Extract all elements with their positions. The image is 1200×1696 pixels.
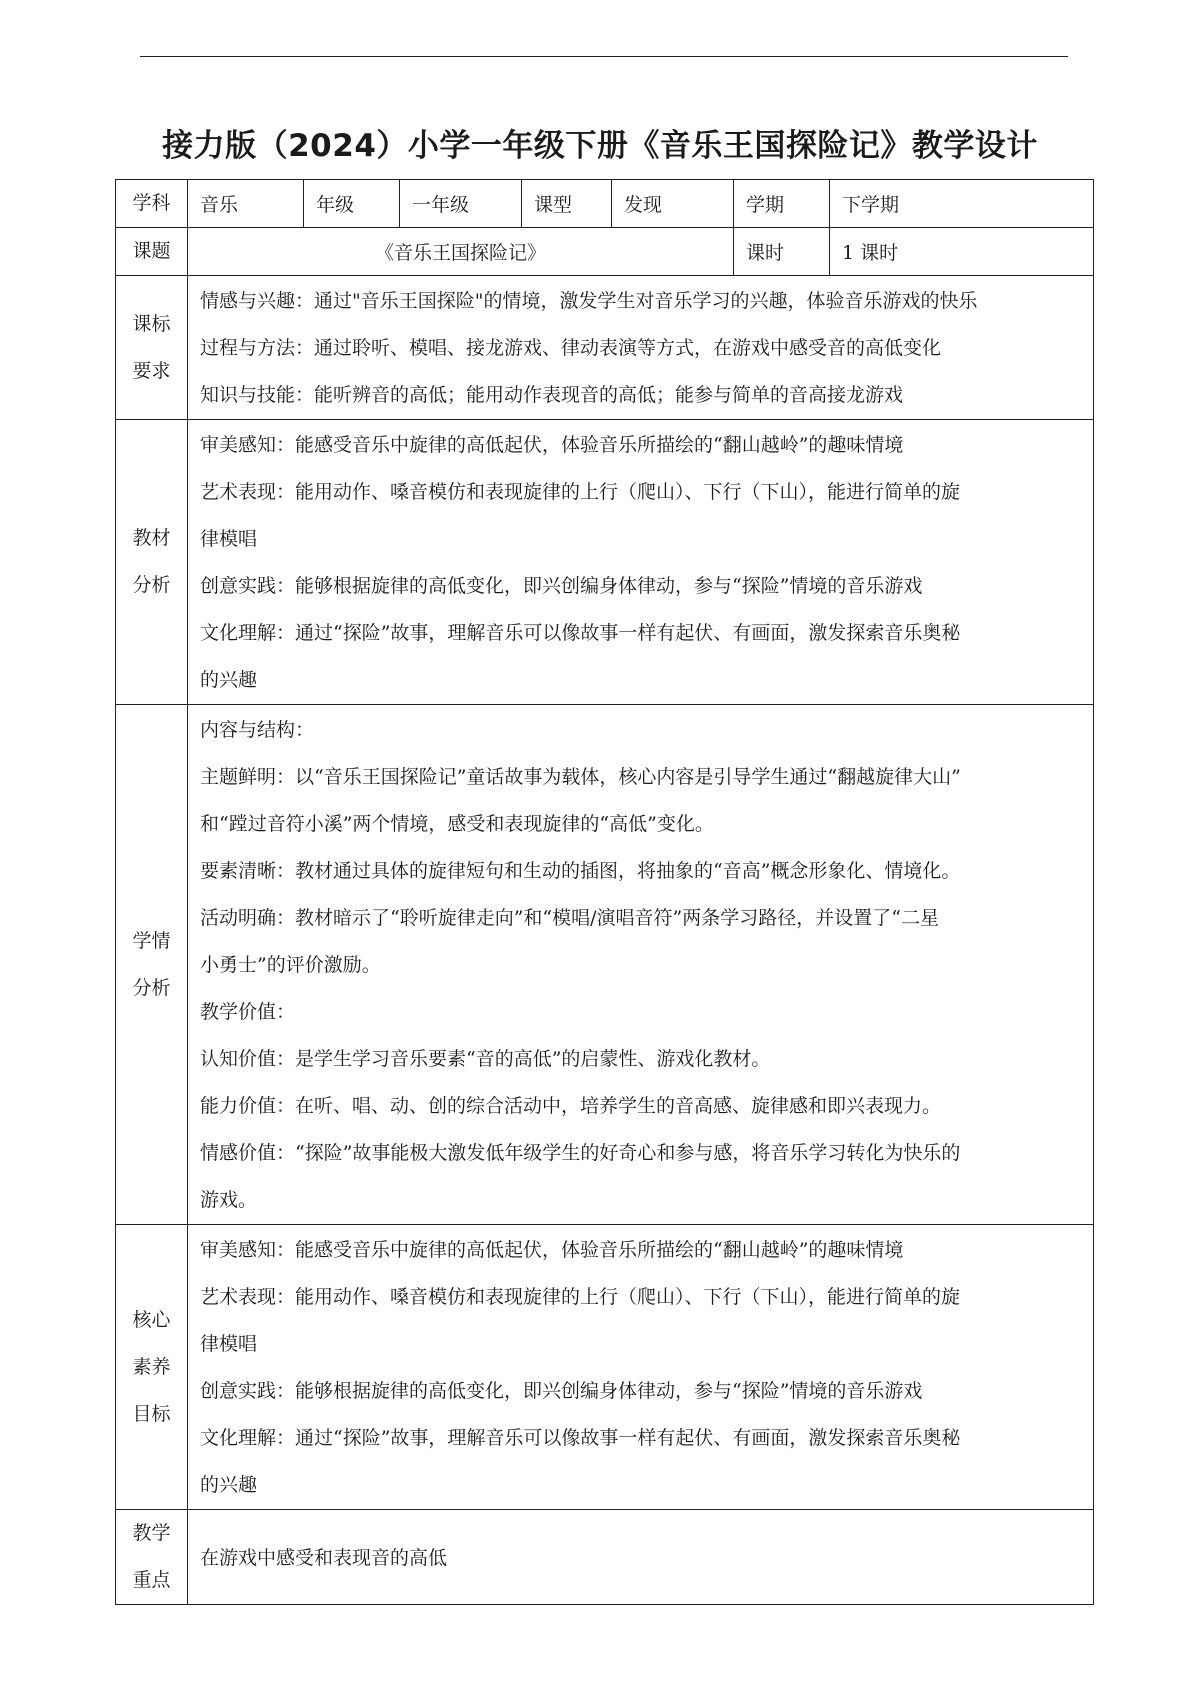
content-line: 知识与技能：能听辨音的高低；能用动作表现音的高低；能参与简单的音高接龙游戏 — [200, 384, 904, 406]
section-label: 学情 分析 — [116, 705, 188, 1225]
section-label: 核心 素养 目标 — [116, 1225, 188, 1510]
content-line: 艺术表现：能用动作、嗓音模仿和表现旋律的上行（爬山）、下行（下山），能进行简单的旋 — [200, 1286, 961, 1308]
content-line: 活动明确：教材暗示了“聆听旋律走向”和“模唱/演唱音符”两条学习路径，并设置了“二星 — [200, 907, 939, 929]
section-content — [188, 705, 1094, 1225]
content-line: 能力价值：在听、唱、动、创的综合活动中，培养学生的音高感、旋律感和即兴表现力。 — [200, 1095, 942, 1117]
term-label: 学期 — [734, 180, 830, 228]
section-curriculum-standards — [116, 276, 1094, 420]
subject-value: 音乐 — [188, 180, 304, 228]
content-line: 认知价值：是学生学习音乐要素“音的高低”的启蒙性、游戏化教材。 — [200, 1048, 771, 1070]
section-content — [188, 1510, 1094, 1605]
meta-row-1 — [116, 180, 1094, 228]
content-line: 内容与结构： — [200, 719, 315, 741]
header-rule — [140, 56, 1068, 57]
content-line: 艺术表现：能用动作、嗓音模仿和表现旋律的上行（爬山）、下行（下山），能进行简单的旋 — [200, 481, 961, 503]
content-line: 创意实践：能够根据旋律的高低变化，即兴创编身体律动，参与“探险”情境的音乐游戏 — [200, 1380, 923, 1402]
topic-value: 《音乐王国探险记》 — [188, 228, 734, 276]
content-line: 的兴趣 — [200, 669, 258, 691]
content-line: 创意实践：能够根据旋律的高低变化，即兴创编身体律动，参与“探险”情境的音乐游戏 — [200, 575, 923, 597]
lesson-type-label: 课型 — [522, 180, 612, 228]
term-value: 下学期 — [830, 180, 1094, 228]
content-line: 文化理解：通过“探险”故事，理解音乐可以像故事一样有起伏、有画面，激发探索音乐奥秘 — [200, 1427, 961, 1449]
content-line: 要素清晰：教材通过具体的旋律短句和生动的插图，将抽象的“音高”概念形象化、情境化。 — [200, 860, 961, 882]
meta-row-2 — [116, 228, 1094, 276]
section-textbook-analysis — [116, 420, 1094, 705]
section-label: 课标 要求 — [116, 276, 188, 420]
content-line: 的兴趣 — [200, 1474, 258, 1496]
section-content — [188, 1225, 1094, 1510]
content-line: 和“蹚过音符小溪”两个情境，感受和表现旋律的“高低”变化。 — [200, 813, 714, 835]
content-line: 游戏。 — [200, 1189, 258, 1211]
content-line: 在游戏中感受和表现音的高低 — [200, 1546, 448, 1569]
content-line: 主题鲜明：以“音乐王国探险记”童话故事为载体，核心内容是引导学生通过“翻越旋律大山” — [200, 766, 961, 788]
content-line: 小勇士”的评价激励。 — [200, 954, 381, 976]
subject-label: 学科 — [116, 180, 188, 228]
lesson-plan-table — [115, 179, 1094, 1605]
lesson-type-value: 发现 — [612, 180, 734, 228]
content-line: 审美感知：能感受音乐中旋律的高低起伏，体验音乐所描绘的“翻山越岭”的趣味情境 — [200, 1239, 904, 1261]
grade-label: 年级 — [304, 180, 400, 228]
grade-value: 一年级 — [400, 180, 522, 228]
document-title: 接力版（2024）小学一年级下册《音乐王国探险记》教学设计 — [162, 128, 1038, 164]
section-label: 教材 分析 — [116, 420, 188, 705]
section-label: 教学 重点 — [116, 1510, 188, 1605]
hours-label: 课时 — [734, 228, 830, 276]
section-learner-analysis — [116, 705, 1094, 1225]
content-line: 律模唱 — [200, 528, 258, 550]
section-core-competency-goals — [116, 1225, 1094, 1510]
topic-label: 课题 — [116, 228, 188, 276]
content-line: 情感价值：“探险”故事能极大激发低年级学生的好奇心和参与感，将音乐学习转化为快乐的 — [200, 1142, 961, 1164]
content-line: 过程与方法：通过聆听、模唱、接龙游戏、律动表演等方式，在游戏中感受音的高低变化 — [200, 337, 942, 359]
hours-value: 1 课时 — [830, 228, 1094, 276]
section-content — [188, 276, 1094, 420]
content-line: 教学价值： — [200, 1001, 296, 1023]
content-line: 审美感知：能感受音乐中旋律的高低起伏，体验音乐所描绘的“翻山越岭”的趣味情境 — [200, 434, 904, 456]
section-teaching-focus — [116, 1510, 1094, 1605]
content-line: 文化理解：通过“探险”故事，理解音乐可以像故事一样有起伏、有画面，激发探索音乐奥秘 — [200, 622, 961, 644]
content-line: 情感与兴趣：通过"音乐王国探险"的情境，激发学生对音乐学习的兴趣，体验音乐游戏的快乐 — [200, 290, 978, 312]
content-line: 律模唱 — [200, 1333, 258, 1355]
section-content — [188, 420, 1094, 705]
